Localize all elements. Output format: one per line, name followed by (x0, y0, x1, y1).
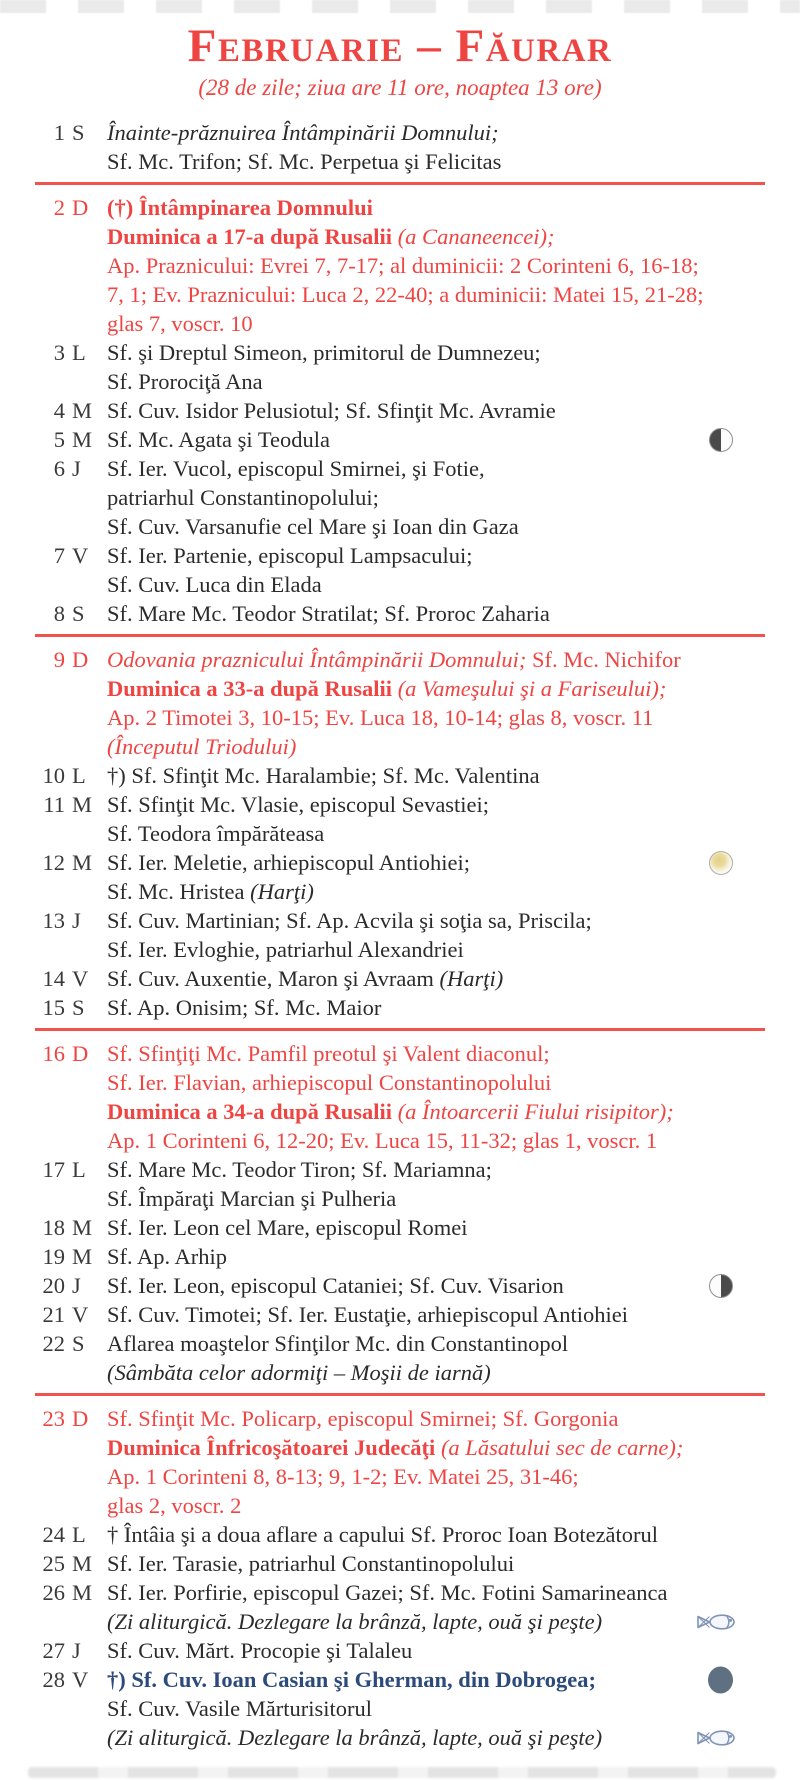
calendar-day-row (35, 1549, 765, 1578)
day-label (35, 1329, 107, 1358)
calendar-list (0, 103, 800, 1752)
day-label (35, 993, 107, 1022)
feast-text: Sf. Mc. Nichifor (531, 647, 681, 672)
day-label (35, 338, 107, 367)
feast-line (107, 1271, 765, 1300)
feast-line (107, 1694, 765, 1723)
feast-line (107, 1097, 765, 1126)
day-number: 8 (53, 601, 65, 626)
feast-text: Sf. Cuv. Martinian; Sf. Ap. Acvila şi soţia sa, Priscila; (107, 908, 592, 933)
feast-line (107, 1039, 765, 1068)
feast-text: Sf. Mc. Agata şi Teodula (107, 427, 330, 452)
calendar-day-row (35, 1039, 765, 1155)
calendar-day-row (35, 1300, 765, 1329)
feast-line (107, 425, 765, 454)
day-letter: V (72, 966, 89, 991)
day-letter: J (72, 908, 81, 933)
feast-text: Sf. Sfinţit Mc. Policarp, episcopul Smirnei; Sf. Gorgonia (107, 1406, 619, 1431)
calendar-day-row (35, 848, 765, 906)
day-number: 2 (53, 195, 65, 220)
day-number: 28 (42, 1667, 65, 1692)
day-number: 1 (53, 120, 65, 145)
feast-line (107, 877, 765, 906)
day-label (35, 1039, 107, 1068)
day-label (35, 1155, 107, 1184)
calendar-day-row (35, 645, 765, 761)
feast-line (107, 993, 765, 1022)
calendar-day-row (35, 1404, 765, 1520)
day-letter: D (72, 1041, 89, 1066)
feast-text: Sf. Cuv. Mărt. Procopie şi Talaleu (107, 1638, 413, 1663)
day-label (35, 761, 107, 790)
feast-line (107, 703, 765, 732)
day-label (35, 1213, 107, 1242)
day-letter: M (72, 1551, 93, 1576)
feast-line (107, 1155, 765, 1184)
feast-text: Ap. 1 Corinteni 6, 12-20; Ev. Luca 15, 11-32; glas 1, voscr. 1 (107, 1128, 658, 1153)
page-subtitle: (28 de zile; ziua are 11 ore, noaptea 13 ore) (198, 75, 602, 100)
feast-line (107, 819, 765, 848)
feast-text: † Întâia şi a doua aflare a capului Sf. Proroc Ioan Botezătorul (107, 1522, 659, 1547)
feast-line (107, 1300, 765, 1329)
feast-line (107, 396, 765, 425)
day-label (35, 848, 107, 877)
feast-line (107, 251, 765, 280)
day-letter: M (72, 1244, 93, 1269)
day-number: 16 (42, 1041, 65, 1066)
feast-text: Ap. 1 Corinteni 8, 8-13; 9, 1-2; Ev. Matei 25, 31-46; (107, 1464, 579, 1489)
feast-text: Sf. Mare Mc. Teodor Tiron; Sf. Mariamna; (107, 1157, 492, 1182)
feast-text: Sf. Mare Mc. Teodor Stratilat; Sf. Proroc Zaharia (107, 601, 550, 626)
calendar-day-row (35, 118, 765, 176)
feast-text: Sf. Cuv. Timotei; Sf. Ier. Eustaţie, arhiepiscopul Antiohiei (107, 1302, 629, 1327)
feast-text: Duminica a 17-a după Rusalii (107, 224, 398, 249)
calendar-day-row (35, 1213, 765, 1242)
moon-first-quarter-icon (709, 1274, 733, 1298)
feast-line (107, 1126, 765, 1155)
day-letter: J (72, 1638, 81, 1663)
moon-new-icon (709, 851, 733, 875)
feast-text: Sf. Ier. Vucol, episcopul Smirnei, şi Fotie, (107, 456, 485, 481)
feast-line (107, 906, 765, 935)
feast-line (107, 1433, 765, 1462)
day-letter: M (72, 792, 93, 817)
feast-text: Duminica Înfricoşătoarei Judecăţi (107, 1435, 441, 1460)
day-letter: M (72, 1580, 93, 1605)
feast-line (107, 309, 765, 338)
day-label (35, 1300, 107, 1329)
day-number: 23 (42, 1406, 65, 1431)
day-number: 24 (42, 1522, 65, 1547)
day-label (35, 790, 107, 819)
feast-line (107, 1184, 765, 1213)
feast-text: (†) Întâmpinarea Domnului (107, 195, 373, 220)
feast-line (107, 280, 765, 309)
feast-text: Sf. Împăraţi Marcian şi Pulheria (107, 1186, 397, 1211)
feast-line (107, 1636, 765, 1665)
feast-line (107, 222, 765, 251)
day-letter: M (72, 850, 93, 875)
sunday-separator (35, 1028, 765, 1031)
feast-line (107, 964, 765, 993)
feast-text: Duminica a 34-a după Rusalii (107, 1099, 398, 1124)
feast-text: Înainte-prăznuirea Întâmpinării Domnului; (107, 120, 499, 145)
day-letter: V (72, 1302, 89, 1327)
feast-text: Sf. Prorociţă Ana (107, 369, 263, 394)
feast-line (107, 1607, 765, 1636)
day-number: 3 (53, 340, 65, 365)
day-label (35, 1271, 107, 1300)
fish-icon (696, 1729, 738, 1747)
feast-text: Sf. Ier. Leon, episcopul Cataniei; Sf. Cuv. Visarion (107, 1273, 564, 1298)
feast-line (107, 790, 765, 819)
scan-artifact-top (0, 0, 800, 13)
day-letter: V (72, 543, 89, 568)
feast-text: Aflarea moaştelor Sfinţilor Mc. din Constantinopol (107, 1331, 569, 1356)
feast-text: Sf. Ier. Partenie, episcopul Lampsacului; (107, 543, 473, 568)
day-number: 15 (42, 995, 65, 1020)
day-label (35, 1242, 107, 1271)
day-number: 9 (53, 647, 65, 672)
feast-text: Sf. Ier. Porfirie, episcopul Gazei; Sf. Mc. Fotini Samarineanca (107, 1580, 668, 1605)
calendar-day-row (35, 541, 765, 599)
day-letter: L (72, 763, 86, 788)
feast-line (107, 454, 765, 483)
day-number: 17 (42, 1157, 65, 1182)
day-number: 4 (53, 398, 65, 423)
day-number: 25 (42, 1551, 65, 1576)
day-number: 6 (53, 456, 65, 481)
day-number: 18 (42, 1215, 65, 1240)
feast-text: Sf. Ier. Tarasie, patriarhul Constantinopolului (107, 1551, 515, 1576)
day-label (35, 906, 107, 935)
feast-text: 7, 1; Ev. Praznicului: Luca 2, 22-40; a duminicii: Matei 15, 21-28; (107, 282, 704, 307)
feast-line (107, 118, 765, 147)
feast-line (107, 1665, 765, 1694)
calendar-day-row (35, 454, 765, 541)
calendar-day-row (35, 1636, 765, 1665)
day-label (35, 964, 107, 993)
feast-text: (Sâmbăta celor adormiţi – Moşii de iarnă) (107, 1360, 491, 1385)
feast-line (107, 1462, 765, 1491)
day-letter: L (72, 1157, 86, 1182)
day-number: 19 (42, 1244, 65, 1269)
feast-text: Ap. 2 Timotei 3, 10-15; Ev. Luca 18, 10-14; glas 8, voscr. 11 (107, 705, 654, 730)
day-letter: D (72, 1406, 89, 1431)
calendar-day-row (35, 599, 765, 628)
calendar-day-row (35, 790, 765, 848)
day-number: 26 (42, 1580, 65, 1605)
feast-line (107, 483, 765, 512)
feast-text: Sf. Ier. Leon cel Mare, episcopul Romei (107, 1215, 468, 1240)
feast-text: (Harţi) (250, 879, 314, 904)
feast-text: Sf. Cuv. Auxentie, Maron şi Avraam (107, 966, 440, 991)
feast-text: (Zi aliturgică. Dezlegare la brânză, lapte, ouă şi peşte) (107, 1609, 603, 1634)
day-label (35, 1636, 107, 1665)
feast-line (107, 541, 765, 570)
feast-text: (a Lăsatului sec de carne); (440, 1435, 684, 1460)
sunday-separator (35, 634, 765, 637)
feast-line (107, 645, 765, 674)
feast-text: (a Cananeencei); (397, 224, 555, 249)
day-label (35, 1578, 107, 1607)
calendar-day-row (35, 906, 765, 964)
day-number: 21 (42, 1302, 65, 1327)
feast-text: Sf. şi Dreptul Simeon, primitorul de Dumnezeu; (107, 340, 541, 365)
feast-text: Sf. Sfinţit Mc. Vlasie, episcopul Sevastiei; (107, 792, 490, 817)
day-letter: S (72, 120, 85, 145)
feast-line (107, 1491, 765, 1520)
feast-text: (a Vameşului şi a Fariseului); (397, 676, 667, 701)
feast-line (107, 1404, 765, 1433)
moon-last-quarter-icon (709, 428, 733, 452)
feast-text: Sf. Cuv. Luca din Elada (107, 572, 322, 597)
calendar-day-row (35, 193, 765, 338)
page-title: Februarie – Făurar (187, 20, 613, 72)
day-label (35, 118, 107, 147)
feast-line (107, 1549, 765, 1578)
day-label (35, 599, 107, 628)
feast-text: Odovania praznicului Întâmpinării Domnului; (107, 647, 532, 672)
day-number: 11 (43, 792, 65, 817)
feast-line (107, 935, 765, 964)
day-number: 12 (42, 850, 65, 875)
day-letter: S (72, 995, 85, 1020)
calendar-day-row (35, 1520, 765, 1549)
day-letter: J (72, 1273, 81, 1298)
feast-text: †) Sf. Sfinţit Mc. Haralambie; Sf. Mc. Valentina (107, 763, 540, 788)
day-number: 14 (42, 966, 65, 991)
feast-text: Sf. Teodora împărăteasa (107, 821, 325, 846)
calendar-day-row (35, 1329, 765, 1387)
feast-text: Sf. Cuv. Isidor Pelusiotul; Sf. Sfinţit Mc. Avramie (107, 398, 556, 423)
day-number: 13 (42, 908, 65, 933)
feast-text: patriarhul Constantinopolului; (107, 485, 379, 510)
sunday-separator (35, 1393, 765, 1396)
feast-text: glas 7, voscr. 10 (107, 311, 253, 336)
feast-text: Duminica a 33-a după Rusalii (107, 676, 398, 701)
feast-text: (Începutul Triodului) (107, 734, 297, 759)
day-letter: M (72, 427, 93, 452)
day-letter: M (72, 1215, 93, 1240)
feast-text: Sf. Cuv. Vasile Mărturisitorul (107, 1696, 372, 1721)
calendar-day-row (35, 425, 765, 454)
feast-text: Sf. Mc. Hristea (107, 879, 251, 904)
feast-text: (Harţi) (439, 966, 504, 991)
day-number: 7 (53, 543, 65, 568)
day-number: 20 (42, 1273, 65, 1298)
day-letter: L (72, 1522, 86, 1547)
feast-text: Sf. Ap. Onisim; Sf. Mc. Maior (107, 995, 382, 1020)
calendar-day-row (35, 761, 765, 790)
feast-line (107, 1578, 765, 1607)
feast-line (107, 1068, 765, 1097)
feast-text: †) Sf. Cuv. Ioan Casian şi Gherman, din Dobrogea; (107, 1667, 597, 1692)
feast-line (107, 848, 765, 877)
calendar-day-row (35, 396, 765, 425)
day-number: 10 (42, 763, 65, 788)
day-letter: M (72, 398, 93, 423)
day-letter: L (72, 340, 86, 365)
feast-text: Sf. Cuv. Varsanufie cel Mare şi Ioan din Gaza (107, 514, 519, 539)
feast-text: glas 2, voscr. 2 (107, 1493, 242, 1518)
feast-line (107, 599, 765, 628)
day-label (35, 1520, 107, 1549)
moon-full-icon (708, 1666, 733, 1693)
feast-line (107, 1358, 765, 1387)
day-letter: S (72, 1331, 85, 1356)
feast-line (107, 1520, 765, 1549)
day-letter: J (72, 456, 81, 481)
day-label (35, 1665, 107, 1694)
day-label (35, 541, 107, 570)
day-label (35, 396, 107, 425)
day-label (35, 1549, 107, 1578)
calendar-day-row (35, 1578, 765, 1636)
day-letter: V (72, 1667, 89, 1692)
feast-text: Sf. Ier. Evloghie, patriarhul Alexandriei (107, 937, 464, 962)
day-number: 22 (42, 1331, 65, 1356)
day-letter: D (72, 647, 89, 672)
feast-text: Sf. Ier. Flavian, arhiepiscopul Constantinopolului (107, 1070, 552, 1095)
day-label (35, 193, 107, 222)
feast-line (107, 193, 765, 222)
day-number: 5 (53, 427, 65, 452)
sunday-separator (35, 182, 765, 185)
feast-text: (a Întoarcerii Fiului risipitor); (397, 1099, 674, 1124)
day-label (35, 645, 107, 674)
feast-line (107, 367, 765, 396)
feast-line (107, 732, 765, 761)
calendar-day-row (35, 964, 765, 993)
page-header (0, 0, 800, 103)
feast-line (107, 338, 765, 367)
feast-text: Sf. Ap. Arhip (107, 1244, 228, 1269)
day-number: 27 (42, 1638, 65, 1663)
feast-line (107, 1213, 765, 1242)
feast-line (107, 761, 765, 790)
feast-line (107, 1242, 765, 1271)
feast-text: Sf. Sfinţiţi Mc. Pamfil preotul şi Valent diaconul; (107, 1041, 550, 1066)
feast-line (107, 1723, 765, 1752)
calendar-day-row (35, 1155, 765, 1213)
feast-line (107, 147, 765, 176)
feast-line (107, 512, 765, 541)
calendar-day-row (35, 993, 765, 1022)
calendar-day-row (35, 1271, 765, 1300)
day-letter: S (72, 601, 85, 626)
day-label (35, 425, 107, 454)
feast-line (107, 674, 765, 703)
feast-text: (Zi aliturgică. Dezlegare la brânză, lapte, ouă şi peşte) (107, 1725, 603, 1750)
fish-icon (696, 1613, 738, 1631)
day-label (35, 1404, 107, 1433)
feast-text: Sf. Ier. Meletie, arhiepiscopul Antiohiei; (107, 850, 471, 875)
day-label (35, 454, 107, 483)
scan-artifact-bottom (28, 1767, 776, 1778)
calendar-day-row (35, 1665, 765, 1752)
day-letter: D (72, 195, 89, 220)
calendar-day-row (35, 1242, 765, 1271)
calendar-day-row (35, 338, 765, 396)
feast-text: Sf. Mc. Trifon; Sf. Mc. Perpetua şi Felicitas (107, 149, 502, 174)
feast-line (107, 570, 765, 599)
feast-text: Ap. Praznicului: Evrei 7, 7-17; al duminicii: 2 Corinteni 6, 16-18; (107, 253, 699, 278)
feast-line (107, 1329, 765, 1358)
